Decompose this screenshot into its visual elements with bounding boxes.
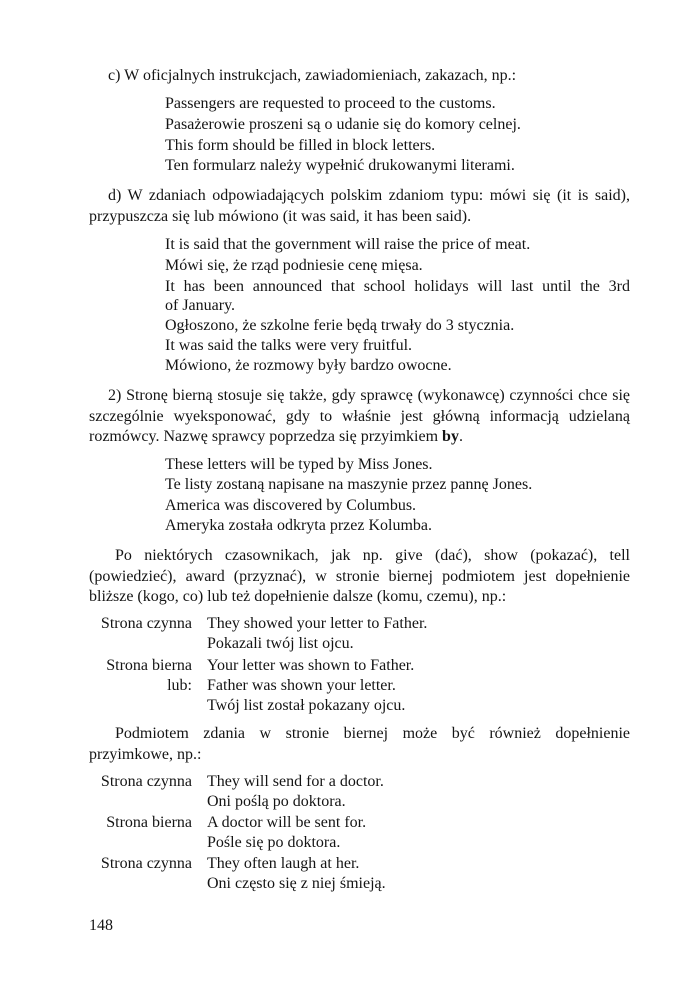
example-line: It is said that the government will raise the price of meat.: [165, 236, 531, 253]
section-d-paragraph: d) W zdaniach odpowiadających polskim zdaniom typu: mówi się (it is said), przypuszcza się lub mówiono (it was said, it has been said).: [89, 187, 630, 225]
row-text: Father was shown your letter.: [207, 677, 396, 694]
row-label: Strona czynna: [100, 773, 192, 790]
example-line: Ten formularz należy wypełnić drukowanymi literami.: [165, 157, 515, 174]
example-line: Pasażerowie proszeni są o udanie się do komory celnej.: [165, 116, 521, 133]
example-line: This form should be filled in block letters.: [165, 137, 436, 154]
example-line: Mówi się, że rząd podniesie cenę mięsa.: [165, 257, 423, 274]
example-line: Mówiono, że rozmowy były bardzo owocne.: [165, 357, 452, 374]
example-line: America was discovered by Columbus.: [165, 497, 417, 514]
row-text: They will send for a doctor.: [207, 773, 384, 790]
row-text: Twój list został pokazany ojcu.: [207, 697, 406, 714]
verbs-paragraph: Po niektórych czasownikach, jak np. give (dać), show (pokazać), tell (powiedzieć), award (przyznać), w stronie biernej podmiotem jest dopełnienie bliższe (kogo, co) lub też dopełnienie dalsze (komu, czemu), np.:: [89, 547, 630, 605]
example-line: Passengers are requested to proceed to the customs.: [165, 95, 496, 112]
row-text: They showed your letter to Father.: [207, 615, 428, 632]
section-2-paragraph: 2) Stronę bierną stosuje się także, gdy sprawcę (wykonawcę) czynności chce się szczególnie wyeksponować, gdy to właśnie jest główną informacją udzielaną rozmówcy. Nazwę sprawcy poprzedza się przyimkiem by.: [89, 387, 630, 445]
row-text: Oni często się z niej śmieją.: [207, 875, 386, 892]
bold-keyword: by: [442, 428, 459, 445]
example-line: These letters will be typed by Miss Jones.: [165, 456, 433, 473]
row-text: They often laugh at her.: [207, 855, 360, 872]
example-line: Ogłoszono, że szkolne ferie będą trwały do 3 stycznia.: [165, 317, 515, 334]
row-label: Strona czynna: [100, 855, 192, 872]
row-label: lub:: [167, 677, 192, 694]
section-c-heading: c) W oficjalnych instrukcjach, zawiadomieniach, zakazach, np.:: [108, 67, 517, 84]
row-label: Strona bierna: [106, 657, 192, 674]
example-line: of January.: [165, 297, 236, 314]
row-label: Strona czynna: [100, 615, 192, 632]
row-text: Pośle się po doktora.: [207, 834, 341, 851]
example-line: It has been announced that school holidays will last until the 3rd: [165, 278, 630, 295]
row-text: Oni poślą po doktora.: [207, 793, 346, 810]
row-text: A doctor will be sent for.: [207, 814, 367, 831]
example-line: It was said the talks were very fruitful.: [165, 337, 413, 354]
page-number: 148: [89, 917, 113, 934]
example-line: Ameryka została odkryta przez Kolumba.: [165, 517, 433, 534]
row-text: Your letter was shown to Father.: [207, 657, 415, 674]
prep-paragraph: Podmiotem zdania w stronie biernej może być również dopełnienie przyimkowe, np.:: [89, 725, 630, 763]
row-label: Strona bierna: [106, 814, 192, 831]
example-line: Te listy zostaną napisane na maszynie przez pannę Jones.: [165, 476, 533, 493]
row-text: Pokazali twój list ojcu.: [207, 635, 354, 652]
